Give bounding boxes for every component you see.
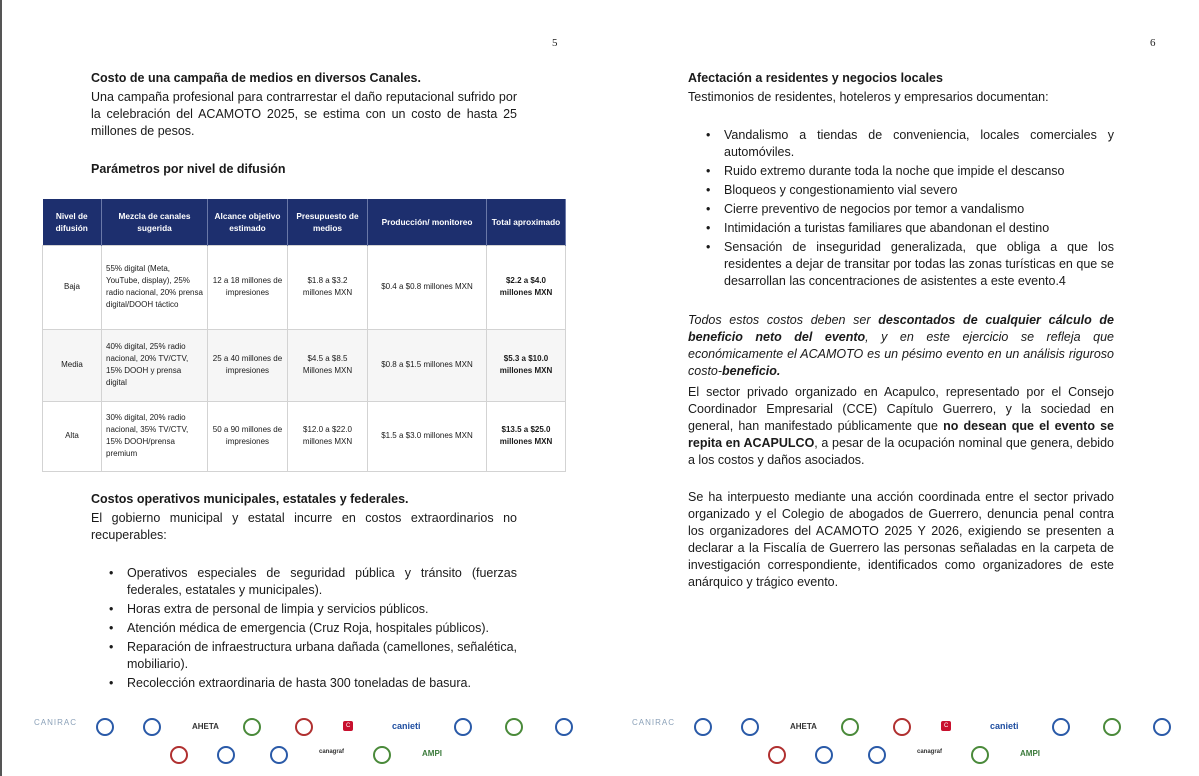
seal-logo: [270, 746, 288, 764]
seal-logo: [1153, 718, 1171, 736]
table-header: Presupuesto de medios: [288, 199, 368, 245]
list-item: • Operativos especiales de seguridad pública y tránsito (fuerzas federales, estatales y municipales).: [91, 565, 517, 599]
ampi-logo: AMPI: [1020, 749, 1040, 758]
text-run-bold: descontados de cualquier cálculo de beneficio neto del evento: [688, 313, 1114, 344]
seal-logo: [971, 746, 989, 764]
list-item: • Ruido extremo durante toda la noche que impide el descanso: [688, 163, 1114, 180]
seal-logo: [217, 746, 235, 764]
text-run-bold: no desean que el evento se repita en ACAPULCO: [688, 419, 1115, 450]
table-header: Producción/ monitoreo: [368, 199, 487, 245]
legal-paragraph: Se ha interpuesto mediante una acción coordinada entre el sector privado organizado y el Colegio de abogados de Guerrero, denuncia penal contra los organizadores del ACAMOTO 2025 Y 2026, exigiendo se presenten a declarar a la Fiscalía de Guerrero las personas señaladas en la carpeta de investigación correspondiente, identificados como organizadores de este anárquico y trágico evento.: [688, 490, 1114, 589]
canieti-logo: canieti: [990, 721, 1019, 731]
table-cell: Alta: [43, 401, 102, 471]
page-number: 5: [552, 37, 558, 49]
campaign-body: Una campaña profesional para contrarrestar el daño reputacional sufrido por la celebración del ACAMOTO 2025, se estima con un costo de hasta 25 millones de pesos.: [91, 90, 517, 138]
table-header: Mezcla de canales sugerida: [102, 199, 208, 245]
text-run: , y en este ejercicio se refleja que económicamente el ACAMOTO es un pésimo evento en un análisis riguroso costo-: [688, 330, 1114, 378]
table-cell: 25 a 40 millones de impresiones: [208, 329, 288, 401]
canagraf-logo: canagraf: [319, 749, 345, 755]
table-header: Total aproximado: [487, 199, 566, 245]
impact-list: [688, 127, 1114, 292]
cost-conclusion-paragraph: [688, 312, 1114, 380]
table-cell: $0.8 a $1.5 millones MXN: [368, 329, 487, 401]
logo-strip: [600, 706, 1199, 776]
text-run: , a pesar de la ocupación nominal que genera, debido a los costos y daños asociados.: [688, 436, 1114, 467]
canieti-logo: canieti: [392, 721, 421, 731]
logo-strip: [2, 706, 601, 776]
list-item: • Atención médica de emergencia (Cruz Roja, hospitales públicos).: [91, 620, 517, 637]
text-run-bold: beneficio.: [722, 364, 781, 378]
list-item: • Horas extra de personal de limpia y servicios públicos.: [91, 601, 517, 618]
page-right: [600, 0, 1199, 776]
table-row: [43, 329, 566, 401]
table-cell: 12 a 18 millones de impresiones: [208, 245, 288, 329]
list-item: • Vandalismo a tiendas de conveniencia, locales comerciales y automóviles.: [688, 127, 1114, 161]
seal-logo: [893, 718, 911, 736]
text-run: Todos estos costos deben ser: [688, 313, 879, 327]
ampi-logo: AMPI: [422, 749, 442, 758]
list-item: • Intimidación a turistas familiares que abandonan el destino: [688, 220, 1114, 237]
seal-logo: [505, 718, 523, 736]
seal-logo: [454, 718, 472, 736]
seal-logo: [1052, 718, 1070, 736]
seal-logo: [768, 746, 786, 764]
costs-list: [91, 565, 517, 694]
diffusion-table: [42, 199, 566, 472]
canirac-logo: CANIRAC: [632, 718, 676, 727]
campaign-heading: Costo de una campaña de medios en diversos Canales.: [91, 71, 421, 85]
seal-logo: [96, 718, 114, 736]
table-cell: $2.2 a $4.0 millones MXN: [487, 245, 566, 329]
table-row: [43, 245, 566, 329]
red-badge-logo: C: [343, 721, 353, 731]
aheta-logo: AHETA: [192, 722, 219, 731]
table-cell: $13.5 a $25.0 millones MXN: [487, 401, 566, 471]
list-item: • Cierre preventivo de negocios por temor a vandalismo: [688, 201, 1114, 218]
costs-heading: Costos operativos municipales, estatales y federales.: [91, 492, 409, 506]
table-row: [43, 401, 566, 471]
list-item: • Bloqueos y congestionamiento vial severo: [688, 182, 1114, 199]
seal-logo: [170, 746, 188, 764]
table-cell: Media: [43, 329, 102, 401]
seal-logo: [243, 718, 261, 736]
table-header-row: [43, 199, 566, 245]
seal-logo: [868, 746, 886, 764]
seal-logo: [694, 718, 712, 736]
seal-logo: [373, 746, 391, 764]
table-cell: $4.5 a $8.5 Millones MXN: [288, 329, 368, 401]
list-item: • Reparación de infraestructura urbana dañada (camellones, señalética, mobiliario).: [91, 639, 517, 673]
page-number: 6: [1150, 37, 1156, 49]
aheta-logo: AHETA: [790, 722, 817, 731]
seal-logo: [555, 718, 573, 736]
table-cell: 40% digital, 25% radio nacional, 20% TV/CTV, 15% DOOH y prensa digital: [102, 329, 208, 401]
seal-logo: [1103, 718, 1121, 736]
table-cell: 50 a 90 millones de impresiones: [208, 401, 288, 471]
table-cell: $1.5 a $3.0 millones MXN: [368, 401, 487, 471]
impact-heading: Afectación a residentes y negocios locales: [688, 71, 943, 85]
cce-paragraph: [688, 384, 1114, 469]
table-cell: $1.8 a $3.2 millones MXN: [288, 245, 368, 329]
list-item: • Sensación de inseguridad generalizada, que obliga a que los residentes a dejar de transitar por todas las zonas turísticas en que se desarrollan las concentraciones de asistentes a este evento.4: [688, 239, 1114, 290]
table-header: Alcance objetivo estimado: [208, 199, 288, 245]
impact-body: Testimonios de residentes, hoteleros y empresarios documentan:: [688, 90, 1049, 104]
canirac-logo: CANIRAC: [34, 718, 78, 727]
table-cell: $12.0 a $22.0 millones MXN: [288, 401, 368, 471]
seal-logo: [741, 718, 759, 736]
params-heading: Parámetros por nivel de difusión: [91, 162, 286, 176]
seal-logo: [841, 718, 859, 736]
page-left: [0, 0, 599, 776]
costs-body: El gobierno municipal y estatal incurre en costos extraordinarios no recuperables:: [91, 511, 517, 542]
seal-logo: [143, 718, 161, 736]
red-badge-logo: C: [941, 721, 951, 731]
text-run: El sector privado organizado en Acapulco, representado por el Consejo Coordinador Empresarial (CCE) Capítulo Guerrero, y la sociedad en general, han manifestado públicamente que: [688, 385, 1114, 433]
table-cell: Baja: [43, 245, 102, 329]
seal-logo: [295, 718, 313, 736]
list-item: • Recolección extraordinaria de hasta 300 toneladas de basura.: [91, 675, 517, 692]
table-cell: 55% digital (Meta, YouTube, display), 25% radio nacional, 20% prensa digital/DOOH táctico: [102, 245, 208, 329]
table-header: Nivel de difusión: [43, 199, 102, 245]
seal-logo: [815, 746, 833, 764]
table-cell: $5.3 a $10.0 millones MXN: [487, 329, 566, 401]
canagraf-logo: canagraf: [917, 749, 943, 755]
table-cell: $0.4 a $0.8 millones MXN: [368, 245, 487, 329]
table-cell: 30% digital, 20% radio nacional, 35% TV/CTV, 15% DOOH/prensa premium: [102, 401, 208, 471]
